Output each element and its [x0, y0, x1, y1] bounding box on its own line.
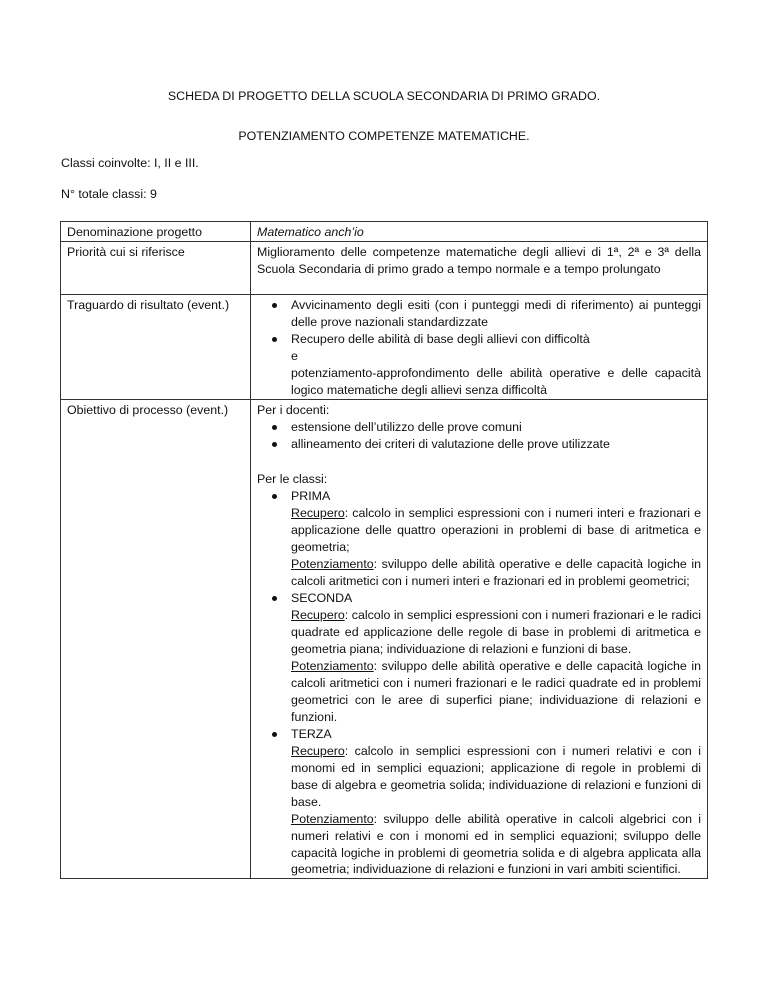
class-name: TERZA [291, 726, 332, 741]
docenti-intro: Per i docenti: [257, 402, 330, 417]
classi-coinvolte: Classi coinvolte: I, II e III. [61, 156, 199, 170]
docenti-list [257, 419, 701, 453]
row-label: Traguardo di risultato (event.) [61, 294, 251, 399]
row-label: Denominazione progetto [61, 222, 251, 242]
classi-list [257, 488, 701, 879]
project-table [60, 221, 708, 879]
table-row [61, 241, 708, 294]
list-item: TERZA Recupero: calcolo in semplici espressioni con i numeri relativi e con i monomi ed in semplici equazioni; applicazione di regole in problemi di base di algebra e geometria solida; individuazione di relazioni e funzioni di base. Potenziamento: sviluppo delle abilità operative in calcoli algebrici con i numeri relativi e con i monomi ed in semplici equazioni; sviluppo delle capacità logiche in problemi di geometria solida e di algebra applicata alla geometria; individuazione di relazioni e funzioni in vari ambiti scientifici. [291, 726, 701, 877]
list-item: estensione dell’utilizzo delle prove comuni [291, 419, 701, 436]
document-subtitle: POTENZIAMENTO COMPETENZE MATEMATICHE. [238, 129, 530, 143]
table-row [61, 222, 708, 242]
totale-classi: N° totale classi: 9 [61, 187, 157, 201]
traguardo-list [257, 297, 701, 399]
document-title: SCHEDA DI PROGETTO DELLA SCUOLA SECONDARIA DI PRIMO GRADO. [167, 89, 601, 103]
priority-text: Miglioramento delle competenze matematiche degli allievi di 1ª, 2ª e 3ª della Scuola Secondaria di primo grado a tempo normale e a tempo prolungato [251, 241, 708, 294]
list-item: Avvicinamento degli esiti (con i punteggi medi di riferimento) ai punteggi delle prove nazionali standardizzate [291, 297, 701, 329]
obiettivo-cell [251, 399, 708, 879]
table-row [61, 399, 708, 879]
project-name: Matematico anch’io [251, 222, 708, 242]
row-label: Priorità cui si riferisce [61, 241, 251, 294]
class-name: PRIMA [291, 488, 331, 503]
class-name: SECONDA [291, 590, 353, 605]
row-label: Obiettivo di processo (event.) [61, 399, 251, 879]
list-item: allineamento dei criteri di valutazione delle prove utilizzate [291, 436, 701, 453]
list-item: Recupero delle abilità di base degli allievi con difficoltà e potenziamento-approfondimento delle abilità operative e delle capacità logico matematiche degli allievi senza difficoltà [291, 331, 701, 397]
table-row [61, 294, 708, 399]
traguardo-cell [251, 294, 708, 399]
list-item: SECONDA Recupero: calcolo in semplici espressioni con i numeri frazionari e le radici quadrate ed applicazione delle regole di base in problemi di aritmetica e geometria piana; individuazione di relazioni e funzioni di base. Potenziamento: sviluppo delle abilità operative e delle capacità logiche in calcoli aritmetici con i numeri frazionari e le radici quadrate ed in problemi geometrici con le aree di superfici piane; individuazione di relazioni e funzioni. [291, 590, 701, 724]
classi-intro: Per le classi: [257, 471, 328, 486]
list-item: PRIMA Recupero: calcolo in semplici espressioni con i numeri interi e frazionari e applicazione delle quattro operazioni in problemi di base di aritmetica e geometria; Potenziamento: sviluppo delle abilità operative e delle capacità logiche in calcoli aritmetici con i numeri interi e frazionari ed in problemi geometrici; [291, 488, 701, 588]
